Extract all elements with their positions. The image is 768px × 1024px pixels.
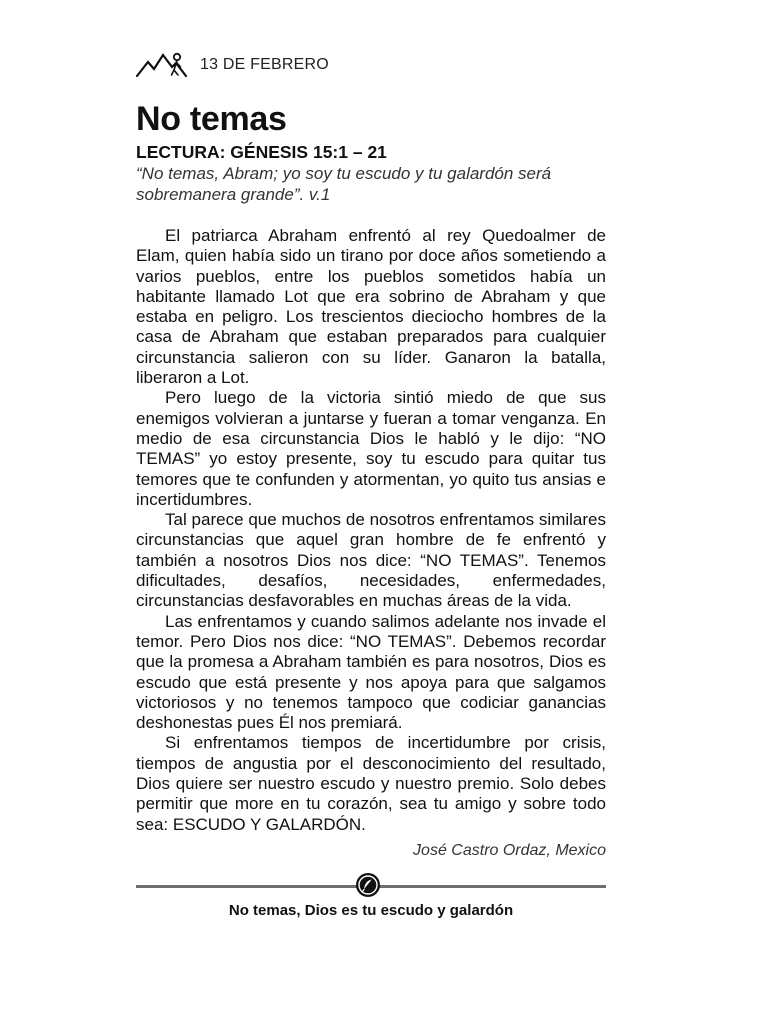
page-header: [136, 50, 329, 80]
reading-reference: LECTURA: GÉNESIS 15:1 – 21: [136, 142, 387, 162]
quill-badge-icon: [355, 872, 381, 898]
closing-thought: No temas, Dios es tu escudo y galardón: [228, 902, 514, 919]
author-signature: José Castro Ordaz, Mexico: [413, 842, 606, 859]
page-title: No temas: [136, 100, 287, 138]
body-paragraph: Tal parece que muchos de nosotros enfrentamos similares circunstancias que aquel gran hombre de fe enfrentó y también a nosotros Dios nos dice: “NO TEMAS”. Tenemos dificultades, desafíos, necesidades, enfermedades, circunstancias desfavorables en muchas áreas de la vida.: [136, 510, 606, 611]
body-paragraph: Pero luego de la victoria sintió miedo de que sus enemigos volvieran a juntarse y fueran a tomar venganza. En medio de esa circunstancia Dios le habló y le dijo: “NO TEMAS” yo estoy presente, soy tu escudo para quitar tus temores que te confunden y atormentan, yo quito tus ansias e incertidumbres.: [136, 388, 606, 509]
body-paragraph: El patriarca Abraham enfrentó al rey Quedoalmer de Elam, quien había sido un tirano por doce años sometiendo a varios pueblos, entre los pueblos sometidos había un habitante llamado Lot que era sobrino de Abraham y que estaba en peligro. Los trescientos dieciocho hombres de la casa de Abraham que estaban preparados para cualquier circunstancia salieron con su líder. Ganaron la batalla, liberaron a Lot.: [136, 226, 606, 388]
body-paragraph: Si enfrentamos tiempos de incertidumbre por crisis, tiempos de angustia por el desconocimiento del resultado, Dios quiere ser nuestro escudo y nuestro premio. Solo debes permitir que more en tu corazón, sea tu amigo y sobre todo sea: ESCUDO Y GALARDÓN.: [136, 733, 606, 834]
mountain-icon: [136, 50, 188, 80]
date-label: 13 DE FEBRERO: [200, 56, 329, 73]
key-verse: “No temas, Abram; yo soy tu escudo y tu galardón será sobremanera grande”. v.1: [136, 164, 552, 204]
body-paragraph: Las enfrentamos y cuando salimos adelante nos invade el temor. Pero Dios nos dice: “NO TEMAS”. Debemos recordar que la promesa a Abraham también es para nosotros, Dios es escudo que está presente y nos apoya para que salgamos victoriosos y no tenemos tampoco que codiciar ganancias deshonestas pues Él nos premiará.: [136, 611, 606, 733]
devotional-body: [136, 226, 606, 835]
